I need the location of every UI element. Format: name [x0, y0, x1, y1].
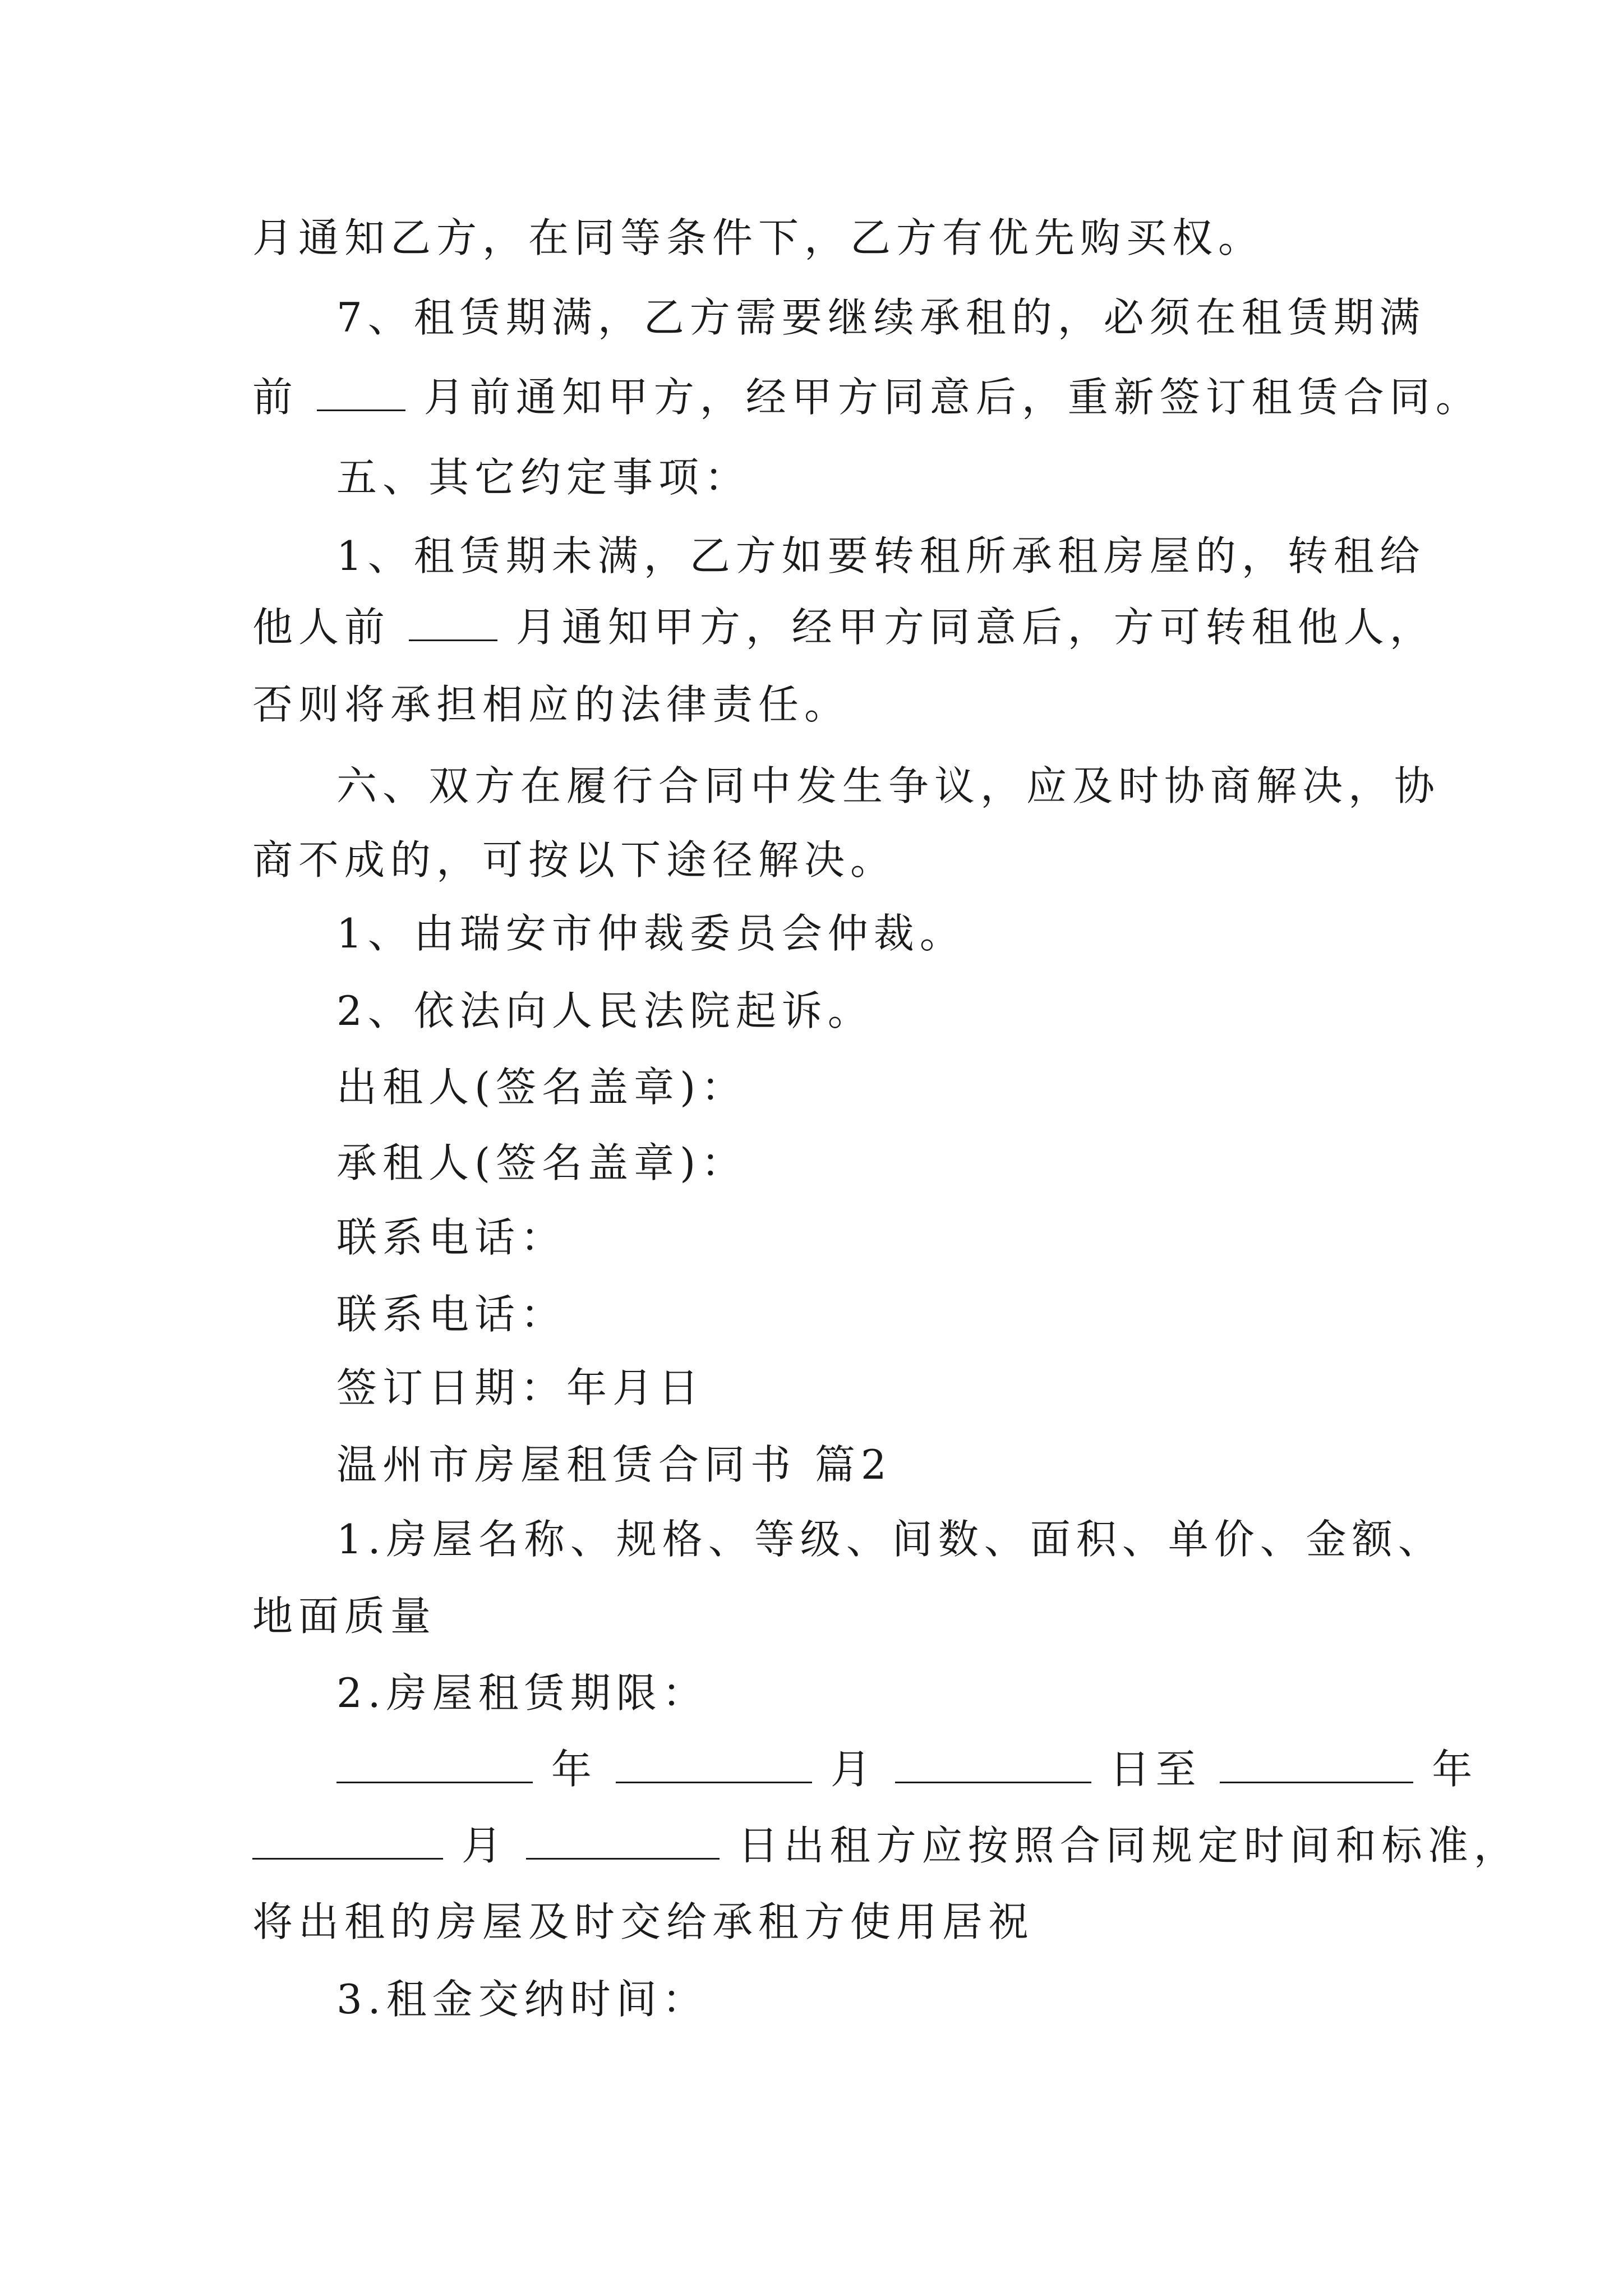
- line-text: 月通知甲方，经甲方同意后，方可转租他人，: [515, 604, 1436, 651]
- text-line: 1、租赁期未满，乙方如要转租所承租房屋的，转租给: [336, 532, 1426, 579]
- fill-in-blank: [1220, 1781, 1413, 1783]
- text-line: 六、双方在履行合同中发生争议，应及时协商解决，协: [336, 762, 1441, 809]
- text-line: 2、依法向人民法院起诉。: [336, 987, 874, 1034]
- text-line: [252, 604, 1436, 651]
- line-text: 日出租方应按照合同规定时间和标准，: [737, 1822, 1520, 1869]
- text-line: 将出租的房屋及时交给承租方使用居祝: [252, 1898, 1035, 1945]
- text-line: 3.租金交纳时间：: [336, 1976, 708, 2023]
- signature-line: 出租人(签名盖章)：: [336, 1064, 748, 1111]
- line-text: 他人前: [252, 604, 391, 651]
- text-line: 7、租赁期满，乙方需要继续承租的，必须在租赁期满: [336, 294, 1426, 341]
- text-line: 否则将承担相应的法律责任。: [252, 681, 851, 728]
- text-line: [252, 1822, 1520, 1869]
- fill-in-blank: [616, 1781, 812, 1783]
- line-text: 月: [461, 1822, 508, 1869]
- text-line: 1.房屋名称、规格、等级、间数、面积、单价、金额、: [336, 1516, 1444, 1563]
- text-line: 2.房屋租赁期限：: [336, 1669, 708, 1717]
- text-line: 商不成的，可按以下途径解决。: [252, 836, 897, 884]
- fill-in-blank: [895, 1781, 1091, 1783]
- line-text: 前: [252, 374, 299, 421]
- text-line: 1、由瑞安市仲裁委员会仲裁。: [336, 910, 966, 957]
- contact-line: 联系电话：: [336, 1214, 567, 1261]
- fill-in-blank: [526, 1857, 720, 1860]
- date-line: 签订日期：年月日: [336, 1364, 705, 1411]
- fill-in-blank: [409, 639, 497, 641]
- fill-in-blank: [336, 1781, 533, 1783]
- line-text: 年: [551, 1746, 597, 1793]
- line-text: 日至: [1109, 1746, 1202, 1793]
- fill-in-blank: [317, 409, 405, 411]
- signature-line: 承租人(签名盖章)：: [336, 1139, 748, 1186]
- text-line: [336, 1746, 1478, 1793]
- fill-in-blank: [252, 1857, 443, 1860]
- section-heading: 五、其它约定事项：: [336, 454, 751, 501]
- line-text: 月: [830, 1746, 877, 1793]
- line-text: 年: [1432, 1746, 1478, 1793]
- text-line: [252, 374, 1482, 421]
- text-line: 地面质量: [252, 1593, 437, 1640]
- text-line: 月通知乙方，在同等条件下，乙方有优先购买权。: [252, 214, 1265, 261]
- contact-line: 联系电话：: [336, 1291, 567, 1338]
- section-title: 温州市房屋租赁合同书 篇2: [336, 1441, 892, 1488]
- line-text: 月前通知甲方，经甲方同意后，重新签订租赁合同。: [423, 374, 1482, 421]
